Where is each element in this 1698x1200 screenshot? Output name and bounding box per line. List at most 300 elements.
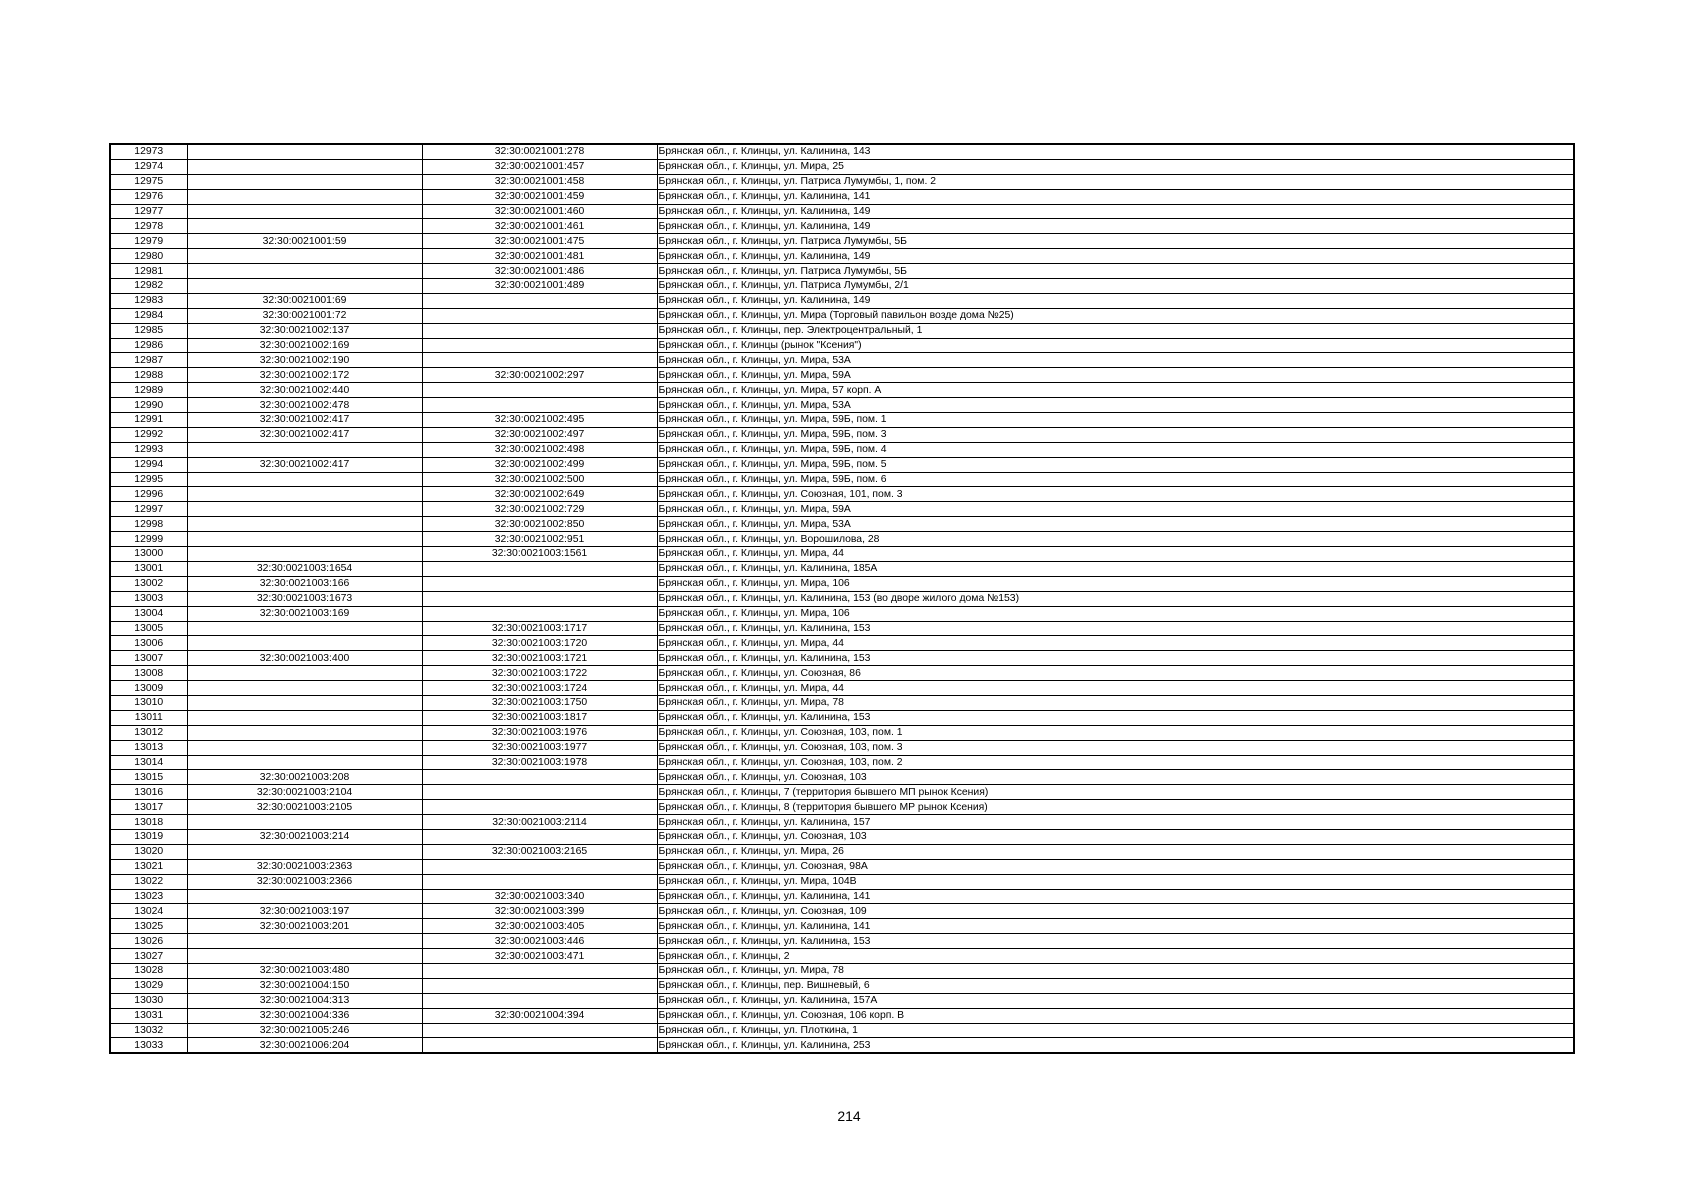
object-cadastral-number-cell: [422, 606, 657, 621]
table-row: [110, 874, 1574, 889]
object-cadastral-number-cell: 32:30:0021003:446: [422, 934, 657, 949]
address-cell: Брянская обл., г. Клинцы, ул. Мира, 53А: [657, 353, 1574, 368]
object-cadastral-number-cell: [422, 770, 657, 785]
land-cadastral-number-cell: [187, 815, 422, 830]
land-cadastral-number-cell: 32:30:0021003:1654: [187, 561, 422, 576]
land-cadastral-number-cell: 32:30:0021003:480: [187, 963, 422, 978]
table-row: [110, 978, 1574, 993]
land-cadastral-number-cell: 32:30:0021002:190: [187, 353, 422, 368]
row-number-cell: 13018: [110, 815, 187, 830]
land-cadastral-number-cell: 32:30:0021003:166: [187, 576, 422, 591]
table-row: [110, 323, 1574, 338]
row-number-cell: 13007: [110, 651, 187, 666]
address-cell: Брянская обл., г. Клинцы, ул. Калинина, 153: [657, 710, 1574, 725]
land-cadastral-number-cell: [187, 159, 422, 174]
address-cell: Брянская обл., г. Клинцы, ул. Союзная, 98А: [657, 859, 1574, 874]
object-cadastral-number-cell: 32:30:0021002:729: [422, 502, 657, 517]
address-cell: Брянская обл., г. Клинцы, ул. Мира, 59Б, пом. 4: [657, 442, 1574, 457]
object-cadastral-number-cell: 32:30:0021003:399: [422, 904, 657, 919]
land-cadastral-number-cell: 32:30:0021001:69: [187, 293, 422, 308]
object-cadastral-number-cell: 32:30:0021003:1817: [422, 710, 657, 725]
table-row: [110, 204, 1574, 219]
land-cadastral-number-cell: [187, 517, 422, 532]
registry-table-body: [110, 144, 1574, 1053]
table-row: [110, 1038, 1574, 1053]
object-cadastral-number-cell: 32:30:0021001:459: [422, 189, 657, 204]
land-cadastral-number-cell: [187, 174, 422, 189]
row-number-cell: 12989: [110, 383, 187, 398]
address-cell: Брянская обл., г. Клинцы, ул. Калинина, 153: [657, 651, 1574, 666]
object-cadastral-number-cell: [422, 338, 657, 353]
object-cadastral-number-cell: 32:30:0021001:489: [422, 279, 657, 294]
row-number-cell: 13002: [110, 576, 187, 591]
row-number-cell: 12993: [110, 442, 187, 457]
table-row: [110, 308, 1574, 323]
object-cadastral-number-cell: [422, 308, 657, 323]
table-row: [110, 472, 1574, 487]
address-cell: Брянская обл., г. Клинцы, ул. Мира, 78: [657, 695, 1574, 710]
row-number-cell: 12990: [110, 398, 187, 413]
land-cadastral-number-cell: 32:30:0021002:417: [187, 457, 422, 472]
row-number-cell: 13028: [110, 963, 187, 978]
row-number-cell: 12978: [110, 219, 187, 234]
address-cell: Брянская обл., г. Клинцы, 7 (территория бывшего МП рынок Ксения): [657, 785, 1574, 800]
object-cadastral-number-cell: [422, 978, 657, 993]
table-row: [110, 800, 1574, 815]
row-number-cell: 13005: [110, 621, 187, 636]
row-number-cell: 13026: [110, 934, 187, 949]
object-cadastral-number-cell: 32:30:0021002:498: [422, 442, 657, 457]
land-cadastral-number-cell: 32:30:0021003:2105: [187, 800, 422, 815]
row-number-cell: 13031: [110, 1008, 187, 1023]
object-cadastral-number-cell: 32:30:0021003:2165: [422, 844, 657, 859]
land-cadastral-number-cell: 32:30:0021003:169: [187, 606, 422, 621]
land-cadastral-number-cell: [187, 487, 422, 502]
object-cadastral-number-cell: 32:30:0021004:394: [422, 1008, 657, 1023]
table-row: [110, 591, 1574, 606]
row-number-cell: 13003: [110, 591, 187, 606]
table-row: [110, 576, 1574, 591]
table-row: [110, 1008, 1574, 1023]
land-cadastral-number-cell: [187, 710, 422, 725]
object-cadastral-number-cell: 32:30:0021001:475: [422, 234, 657, 249]
object-cadastral-number-cell: 32:30:0021003:1724: [422, 681, 657, 696]
land-cadastral-number-cell: 32:30:0021006:204: [187, 1038, 422, 1053]
address-cell: Брянская обл., г. Клинцы, ул. Союзная, 86: [657, 666, 1574, 681]
table-row: [110, 174, 1574, 189]
table-row: [110, 427, 1574, 442]
row-number-cell: 13010: [110, 695, 187, 710]
row-number-cell: 13023: [110, 889, 187, 904]
address-cell: Брянская обл., г. Клинцы, ул. Патриса Лумумбы, 5Б: [657, 264, 1574, 279]
object-cadastral-number-cell: [422, 353, 657, 368]
address-cell: Брянская обл., г. Клинцы, ул. Калинина, 141: [657, 189, 1574, 204]
table-row: [110, 264, 1574, 279]
row-number-cell: 13019: [110, 829, 187, 844]
table-row: [110, 279, 1574, 294]
address-cell: Брянская обл., г. Клинцы, ул. Калинина, 153: [657, 934, 1574, 949]
object-cadastral-number-cell: [422, 859, 657, 874]
land-cadastral-number-cell: [187, 889, 422, 904]
table-row: [110, 651, 1574, 666]
address-cell: Брянская обл., г. Клинцы (рынок "Ксения"): [657, 338, 1574, 353]
address-cell: Брянская обл., г. Клинцы, ул. Союзная, 103: [657, 770, 1574, 785]
table-row: [110, 338, 1574, 353]
object-cadastral-number-cell: 32:30:0021001:460: [422, 204, 657, 219]
row-number-cell: 12974: [110, 159, 187, 174]
row-number-cell: 13033: [110, 1038, 187, 1053]
land-cadastral-number-cell: 32:30:0021003:214: [187, 829, 422, 844]
land-cadastral-number-cell: [187, 636, 422, 651]
table-row: [110, 889, 1574, 904]
address-cell: Брянская обл., г. Клинцы, ул. Ворошилова, 28: [657, 532, 1574, 547]
object-cadastral-number-cell: 32:30:0021003:405: [422, 919, 657, 934]
land-cadastral-number-cell: 32:30:0021003:201: [187, 919, 422, 934]
address-cell: Брянская обл., г. Клинцы, ул. Союзная, 103: [657, 829, 1574, 844]
row-number-cell: 13009: [110, 681, 187, 696]
row-number-cell: 13022: [110, 874, 187, 889]
address-cell: Брянская обл., г. Клинцы, ул. Мира, 53А: [657, 517, 1574, 532]
row-number-cell: 13000: [110, 547, 187, 562]
table-row: [110, 904, 1574, 919]
object-cadastral-number-cell: 32:30:0021002:649: [422, 487, 657, 502]
row-number-cell: 12973: [110, 144, 187, 159]
table-row: [110, 621, 1574, 636]
object-cadastral-number-cell: 32:30:0021002:951: [422, 532, 657, 547]
object-cadastral-number-cell: 32:30:0021002:500: [422, 472, 657, 487]
land-cadastral-number-cell: [187, 755, 422, 770]
table-row: [110, 844, 1574, 859]
object-cadastral-number-cell: 32:30:0021003:1976: [422, 725, 657, 740]
land-cadastral-number-cell: [187, 547, 422, 562]
object-cadastral-number-cell: 32:30:0021003:1561: [422, 547, 657, 562]
table-row: [110, 815, 1574, 830]
address-cell: Брянская обл., г. Клинцы, ул. Союзная, 103, пом. 3: [657, 740, 1574, 755]
row-number-cell: 12979: [110, 234, 187, 249]
address-cell: Брянская обл., г. Клинцы, ул. Союзная, 101, пом. 3: [657, 487, 1574, 502]
address-cell: Брянская обл., г. Клинцы, пер. Электроцентральный, 1: [657, 323, 1574, 338]
object-cadastral-number-cell: [422, 561, 657, 576]
address-cell: Брянская обл., г. Клинцы, ул. Мира, 44: [657, 547, 1574, 562]
address-cell: Брянская обл., г. Клинцы, ул. Мира, 59Б, пом. 5: [657, 457, 1574, 472]
object-cadastral-number-cell: 32:30:0021002:499: [422, 457, 657, 472]
address-cell: Брянская обл., г. Клинцы, ул. Калинина, 253: [657, 1038, 1574, 1053]
address-cell: Брянская обл., г. Клинцы, ул. Калинина, 141: [657, 889, 1574, 904]
address-cell: Брянская обл., г. Клинцы, ул. Калинина, 157: [657, 815, 1574, 830]
land-cadastral-number-cell: 32:30:0021003:2363: [187, 859, 422, 874]
row-number-cell: 13032: [110, 1023, 187, 1038]
address-cell: Брянская обл., г. Клинцы, ул. Мира, 59Б, пом. 1: [657, 413, 1574, 428]
land-cadastral-number-cell: 32:30:0021002:417: [187, 413, 422, 428]
object-cadastral-number-cell: [422, 398, 657, 413]
address-cell: Брянская обл., г. Клинцы, ул. Калинина, 149: [657, 204, 1574, 219]
table-row: [110, 755, 1574, 770]
address-cell: Брянская обл., г. Клинцы, ул. Союзная, 103, пом. 2: [657, 755, 1574, 770]
row-number-cell: 13015: [110, 770, 187, 785]
land-cadastral-number-cell: 32:30:0021003:2366: [187, 874, 422, 889]
object-cadastral-number-cell: 32:30:0021001:278: [422, 144, 657, 159]
row-number-cell: 13001: [110, 561, 187, 576]
table-row: [110, 710, 1574, 725]
address-cell: Брянская обл., г. Клинцы, ул. Мира, 44: [657, 636, 1574, 651]
table-row: [110, 383, 1574, 398]
row-number-cell: 13006: [110, 636, 187, 651]
object-cadastral-number-cell: 32:30:0021003:1721: [422, 651, 657, 666]
row-number-cell: 13024: [110, 904, 187, 919]
address-cell: Брянская обл., г. Клинцы, ул. Мира, 53А: [657, 398, 1574, 413]
address-cell: Брянская обл., г. Клинцы, ул. Мира, 44: [657, 681, 1574, 696]
table-row: [110, 234, 1574, 249]
land-cadastral-number-cell: 32:30:0021004:150: [187, 978, 422, 993]
land-cadastral-number-cell: 32:30:0021001:72: [187, 308, 422, 323]
row-number-cell: 13016: [110, 785, 187, 800]
land-cadastral-number-cell: [187, 532, 422, 547]
table-row: [110, 368, 1574, 383]
row-number-cell: 12988: [110, 368, 187, 383]
row-number-cell: 12986: [110, 338, 187, 353]
object-cadastral-number-cell: [422, 591, 657, 606]
object-cadastral-number-cell: 32:30:0021002:297: [422, 368, 657, 383]
address-cell: Брянская обл., г. Клинцы, ул. Мира, 59Б, пом. 3: [657, 427, 1574, 442]
page-number: 214: [837, 1108, 861, 1124]
land-cadastral-number-cell: [187, 219, 422, 234]
address-cell: Брянская обл., г. Клинцы, ул. Союзная, 106 корп. В: [657, 1008, 1574, 1023]
land-cadastral-number-cell: [187, 472, 422, 487]
address-cell: Брянская обл., г. Клинцы, 2: [657, 949, 1574, 964]
row-number-cell: 13012: [110, 725, 187, 740]
table-row: [110, 770, 1574, 785]
table-row: [110, 219, 1574, 234]
row-number-cell: 12997: [110, 502, 187, 517]
land-cadastral-number-cell: 32:30:0021002:478: [187, 398, 422, 413]
address-cell: Брянская обл., г. Клинцы, ул. Патриса Лумумбы, 2/1: [657, 279, 1574, 294]
row-number-cell: 12985: [110, 323, 187, 338]
table-row: [110, 413, 1574, 428]
land-cadastral-number-cell: [187, 666, 422, 681]
land-cadastral-number-cell: 32:30:0021003:400: [187, 651, 422, 666]
object-cadastral-number-cell: [422, 874, 657, 889]
address-cell: Брянская обл., г. Клинцы, ул. Мира, 26: [657, 844, 1574, 859]
object-cadastral-number-cell: [422, 993, 657, 1008]
row-number-cell: 12995: [110, 472, 187, 487]
land-cadastral-number-cell: [187, 934, 422, 949]
address-cell: Брянская обл., г. Клинцы, ул. Мира, 78: [657, 963, 1574, 978]
row-number-cell: 13029: [110, 978, 187, 993]
address-cell: Брянская обл., г. Клинцы, ул. Мира, 59А: [657, 368, 1574, 383]
land-cadastral-number-cell: 32:30:0021003:197: [187, 904, 422, 919]
object-cadastral-number-cell: 32:30:0021003:1977: [422, 740, 657, 755]
object-cadastral-number-cell: [422, 1038, 657, 1053]
object-cadastral-number-cell: [422, 383, 657, 398]
row-number-cell: 12987: [110, 353, 187, 368]
land-cadastral-number-cell: 32:30:0021002:440: [187, 383, 422, 398]
land-cadastral-number-cell: [187, 844, 422, 859]
table-row: [110, 606, 1574, 621]
object-cadastral-number-cell: 32:30:0021002:495: [422, 413, 657, 428]
land-cadastral-number-cell: 32:30:0021004:313: [187, 993, 422, 1008]
table-row: [110, 457, 1574, 472]
object-cadastral-number-cell: [422, 963, 657, 978]
table-row: [110, 398, 1574, 413]
table-row: [110, 934, 1574, 949]
address-cell: Брянская обл., г. Клинцы, ул. Мира, 57 корп. А: [657, 383, 1574, 398]
row-number-cell: 12994: [110, 457, 187, 472]
address-cell: Брянская обл., г. Клинцы, ул. Мира, 59Б, пом. 6: [657, 472, 1574, 487]
row-number-cell: 12983: [110, 293, 187, 308]
address-cell: Брянская обл., г. Клинцы, ул. Калинина, 153 (во дворе жилого дома №153): [657, 591, 1574, 606]
land-cadastral-number-cell: 32:30:0021002:169: [187, 338, 422, 353]
land-cadastral-number-cell: [187, 681, 422, 696]
address-cell: Брянская обл., г. Клинцы, ул. Мира, 106: [657, 606, 1574, 621]
address-cell: Брянская обл., г. Клинцы, пер. Вишневый, 6: [657, 978, 1574, 993]
object-cadastral-number-cell: 32:30:0021003:2114: [422, 815, 657, 830]
row-number-cell: 13013: [110, 740, 187, 755]
address-cell: Брянская обл., г. Клинцы, ул. Мира, 104В: [657, 874, 1574, 889]
table-row: [110, 293, 1574, 308]
object-cadastral-number-cell: [422, 800, 657, 815]
row-number-cell: 12992: [110, 427, 187, 442]
row-number-cell: 12998: [110, 517, 187, 532]
object-cadastral-number-cell: 32:30:0021001:481: [422, 249, 657, 264]
table-row: [110, 561, 1574, 576]
table-row: [110, 159, 1574, 174]
land-cadastral-number-cell: [187, 264, 422, 279]
table-row: [110, 829, 1574, 844]
table-row: [110, 1023, 1574, 1038]
object-cadastral-number-cell: 32:30:0021001:486: [422, 264, 657, 279]
land-cadastral-number-cell: 32:30:0021003:2104: [187, 785, 422, 800]
address-cell: Брянская обл., г. Клинцы, ул. Союзная, 109: [657, 904, 1574, 919]
land-cadastral-number-cell: 32:30:0021005:246: [187, 1023, 422, 1038]
object-cadastral-number-cell: [422, 576, 657, 591]
address-cell: Брянская обл., г. Клинцы, ул. Плоткина, 1: [657, 1023, 1574, 1038]
land-cadastral-number-cell: [187, 144, 422, 159]
table-row: [110, 949, 1574, 964]
object-cadastral-number-cell: 32:30:0021003:1717: [422, 621, 657, 636]
table-row: [110, 189, 1574, 204]
address-cell: Брянская обл., г. Клинцы, ул. Мира, 59А: [657, 502, 1574, 517]
table-row: [110, 442, 1574, 457]
object-cadastral-number-cell: [422, 293, 657, 308]
object-cadastral-number-cell: 32:30:0021003:1720: [422, 636, 657, 651]
table-row: [110, 963, 1574, 978]
table-row: [110, 532, 1574, 547]
land-cadastral-number-cell: 32:30:0021001:59: [187, 234, 422, 249]
row-number-cell: 12999: [110, 532, 187, 547]
row-number-cell: 12984: [110, 308, 187, 323]
land-cadastral-number-cell: [187, 502, 422, 517]
address-cell: Брянская обл., г. Клинцы, ул. Союзная, 103, пом. 1: [657, 725, 1574, 740]
land-cadastral-number-cell: 32:30:0021003:1673: [187, 591, 422, 606]
address-cell: Брянская обл., г. Клинцы, ул. Патриса Лумумбы, 1, пом. 2: [657, 174, 1574, 189]
address-cell: Брянская обл., г. Клинцы, ул. Калинина, 153: [657, 621, 1574, 636]
object-cadastral-number-cell: 32:30:0021002:850: [422, 517, 657, 532]
table-row: [110, 353, 1574, 368]
address-cell: Брянская обл., г. Клинцы, ул. Калинина, 149: [657, 293, 1574, 308]
row-number-cell: 13027: [110, 949, 187, 964]
row-number-cell: 12977: [110, 204, 187, 219]
object-cadastral-number-cell: [422, 1023, 657, 1038]
address-cell: Брянская обл., г. Клинцы, ул. Калинина, 185А: [657, 561, 1574, 576]
row-number-cell: 12981: [110, 264, 187, 279]
table-row: [110, 487, 1574, 502]
land-cadastral-number-cell: [187, 442, 422, 457]
table-row: [110, 249, 1574, 264]
land-cadastral-number-cell: [187, 621, 422, 636]
row-number-cell: 13008: [110, 666, 187, 681]
row-number-cell: 13025: [110, 919, 187, 934]
object-cadastral-number-cell: [422, 785, 657, 800]
address-cell: Брянская обл., г. Клинцы, ул. Патриса Лумумбы, 5Б: [657, 234, 1574, 249]
row-number-cell: 13021: [110, 859, 187, 874]
object-cadastral-number-cell: [422, 829, 657, 844]
address-cell: Брянская обл., г. Клинцы, 8 (территория бывшего МР рынок Ксения): [657, 800, 1574, 815]
table-row: [110, 859, 1574, 874]
object-cadastral-number-cell: 32:30:0021003:1750: [422, 695, 657, 710]
row-number-cell: 13020: [110, 844, 187, 859]
table-row: [110, 666, 1574, 681]
land-cadastral-number-cell: [187, 949, 422, 964]
row-number-cell: 12982: [110, 279, 187, 294]
address-cell: Брянская обл., г. Клинцы, ул. Мира, 25: [657, 159, 1574, 174]
table-row: [110, 695, 1574, 710]
object-cadastral-number-cell: 32:30:0021002:497: [422, 427, 657, 442]
land-cadastral-number-cell: 32:30:0021002:137: [187, 323, 422, 338]
table-row: [110, 740, 1574, 755]
land-cadastral-number-cell: [187, 204, 422, 219]
address-cell: Брянская обл., г. Клинцы, ул. Мира (Торговый павильон возде дома №25): [657, 308, 1574, 323]
row-number-cell: 12991: [110, 413, 187, 428]
object-cadastral-number-cell: 32:30:0021001:461: [422, 219, 657, 234]
table-row: [110, 144, 1574, 159]
object-cadastral-number-cell: [422, 323, 657, 338]
land-cadastral-number-cell: [187, 695, 422, 710]
land-cadastral-number-cell: [187, 249, 422, 264]
land-cadastral-number-cell: [187, 740, 422, 755]
table-row: [110, 919, 1574, 934]
land-cadastral-number-cell: 32:30:0021002:172: [187, 368, 422, 383]
object-cadastral-number-cell: 32:30:0021003:1722: [422, 666, 657, 681]
row-number-cell: 12996: [110, 487, 187, 502]
row-number-cell: 13011: [110, 710, 187, 725]
table-row: [110, 502, 1574, 517]
table-row: [110, 517, 1574, 532]
address-cell: Брянская обл., г. Клинцы, ул. Калинина, 143: [657, 144, 1574, 159]
table-row: [110, 547, 1574, 562]
table-row: [110, 725, 1574, 740]
address-cell: Брянская обл., г. Клинцы, ул. Калинина, 149: [657, 249, 1574, 264]
object-cadastral-number-cell: 32:30:0021003:1978: [422, 755, 657, 770]
address-cell: Брянская обл., г. Клинцы, ул. Мира, 106: [657, 576, 1574, 591]
table-row: [110, 681, 1574, 696]
land-cadastral-number-cell: [187, 725, 422, 740]
table-row: [110, 785, 1574, 800]
object-cadastral-number-cell: 32:30:0021001:458: [422, 174, 657, 189]
row-number-cell: 13030: [110, 993, 187, 1008]
registry-table: [109, 143, 1575, 1054]
object-cadastral-number-cell: 32:30:0021003:340: [422, 889, 657, 904]
land-cadastral-number-cell: [187, 189, 422, 204]
land-cadastral-number-cell: 32:30:0021002:417: [187, 427, 422, 442]
row-number-cell: 12976: [110, 189, 187, 204]
land-cadastral-number-cell: [187, 279, 422, 294]
address-cell: Брянская обл., г. Клинцы, ул. Калинина, 141: [657, 919, 1574, 934]
address-cell: Брянская обл., г. Клинцы, ул. Калинина, 149: [657, 219, 1574, 234]
row-number-cell: 12980: [110, 249, 187, 264]
land-cadastral-number-cell: 32:30:0021003:208: [187, 770, 422, 785]
object-cadastral-number-cell: 32:30:0021001:457: [422, 159, 657, 174]
row-number-cell: 12975: [110, 174, 187, 189]
